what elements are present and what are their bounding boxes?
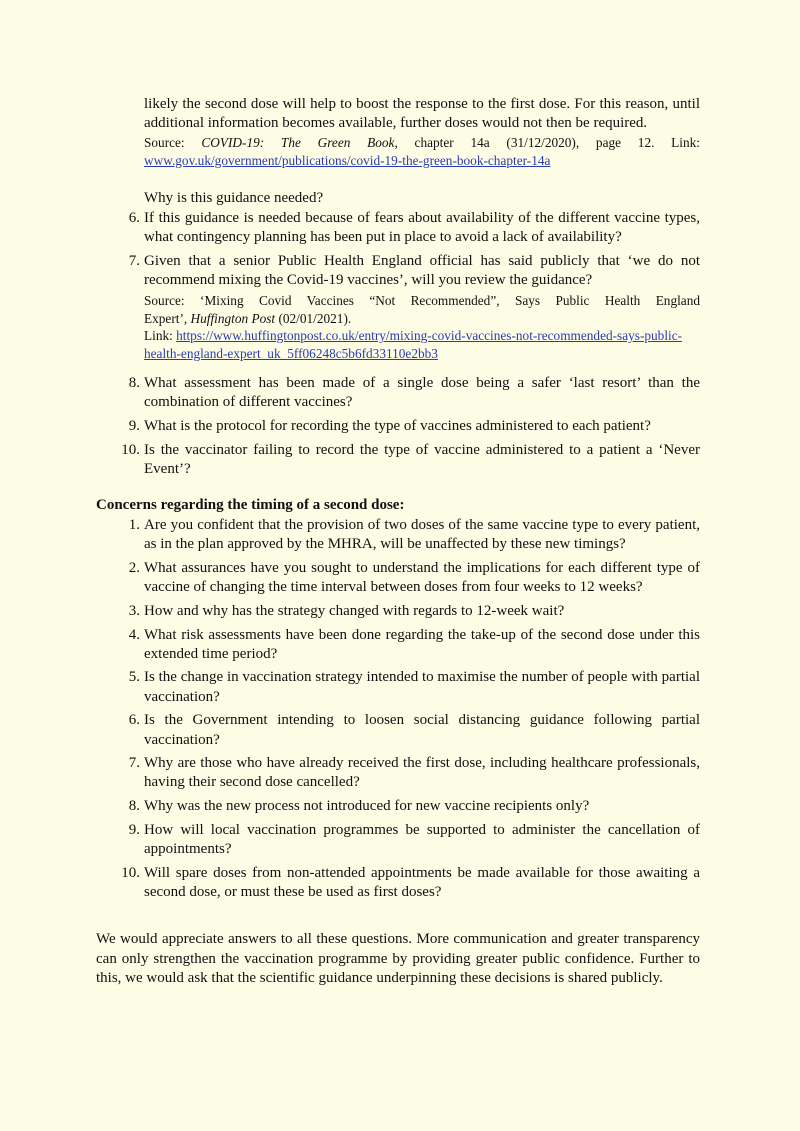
closing-paragraph: We would appreciate answers to all these questions. More communication and greater transparency can only strengthen the vaccination programme by providing greater public confidence. Further to this, we would ask that the scientific guidance underpinning these decisions is shared publicly. [96, 931, 700, 986]
list-item: 2. What assurances have you sought to understand the implications for each different type of vaccine of changing the time interval between doses from four weeks to 12 weeks? [128, 559, 700, 596]
why-question: Why is this guidance needed? [144, 190, 324, 206]
source-citation-2 [144, 292, 700, 362]
quote-line-1: likely the second dose will help to boost the response to the first dose. For this reason, until [144, 96, 700, 112]
quote-paragraph [144, 95, 700, 133]
green-book-link[interactable]: www.gov.uk/government/publications/covid-19-the-green-book-chapter-14a [144, 152, 551, 168]
huffpost-link-continued[interactable]: health-england-expert_uk_5ff06248c5b6fd33110e2bb3 [144, 345, 438, 361]
source-2-line-1: Source: ‘Mixing Covid Vaccines “Not Recommended”, Says Public Health England [144, 293, 700, 309]
list-item: 5. Is the change in vaccination strategy intended to maximise the number of people with partial vaccination? [128, 669, 700, 705]
list-item: 7. Given that a senior Public Health England official has said publicly that ‘we do not recommend mixing the Covid-19 vaccines’, will you review the guidance? Source: ‘Mixing Covid Vaccines “Not Recommended”, Says Public Health England Expert’, Huffington Post (02/01/2021). Link: https://www.huffingtonpost.co.uk/entry/mixing-covid-vaccines-not-recommended-says-public- health-england-expert_uk_5ff06248c5b6fd33110e2bb3 [128, 252, 700, 361]
list-item: 9. How will local vaccination programmes be supported to administer the cancellation of appointments? [128, 821, 700, 858]
list-item: 8. What assessment has been made of a single dose being a safer ‘last resort’ than the combination of different vaccines? [128, 375, 700, 411]
list-item: 3. How and why has the strategy changed with regards to 12-week wait? [128, 602, 565, 619]
source-2-line-2: Expert’, Huffington Post (02/01/2021). [144, 310, 352, 326]
quote-line-2: additional information becomes available, further doses would not then be required. [144, 115, 648, 131]
source-2-line-3: Link: https://www.huffingtonpost.co.uk/entry/mixing-covid-vaccines-not-recommended-says-public- [144, 328, 683, 344]
source-1-title: COVID-19: The Green Book [201, 135, 395, 150]
source-citation-1 [144, 134, 700, 169]
list-item: 6. If this guidance is needed because of fears about availability of the different vaccine types, what contingency planning has been put in place to avoid a lack of availability? [128, 210, 700, 246]
list-item: 9. What is the protocol for recording the type of vaccines administered to each patient? [128, 417, 651, 434]
question-list-a [96, 209, 700, 367]
list-item: 1. Are you confident that the provision of two doses of the same vaccine type to every patient, as in the plan approved by the MHRA, will be unaffected by these new timings? [128, 517, 700, 553]
list-item: 4. What risk assessments have been done regarding the take-up of the second dose under this extended time period? [128, 626, 700, 662]
huffpost-link[interactable]: https://www.huffingtonpost.co.uk/entry/mixing-covid-vaccines-not-recommended-says-public- [176, 328, 683, 344]
timing-question-list [96, 516, 700, 907]
list-item: 6. Is the Government intending to loosen social distancing guidance following partial vaccination? [128, 712, 700, 748]
section-heading: Concerns regarding the timing of a second dose: [96, 497, 405, 513]
list-item: 10. Is the vaccinator failing to record the type of vaccine administered to a patient a ‘Never Event’? [121, 441, 700, 477]
source-1-line: Source: COVID-19: The Green Book, chapter 14a (31/12/2020), page 12. Link: [144, 135, 700, 150]
list-item: 10. Will spare doses from non-attended appointments be made available for those awaiting a second dose, or must these be used as first doses? [121, 864, 700, 900]
list-item: 8. Why was the new process not introduced for new vaccine recipients only? [128, 798, 590, 815]
list-item: 7. Why are those who have already received the first dose, including healthcare professionals, having their second dose cancelled? [128, 755, 700, 791]
question-list-b [96, 374, 700, 484]
